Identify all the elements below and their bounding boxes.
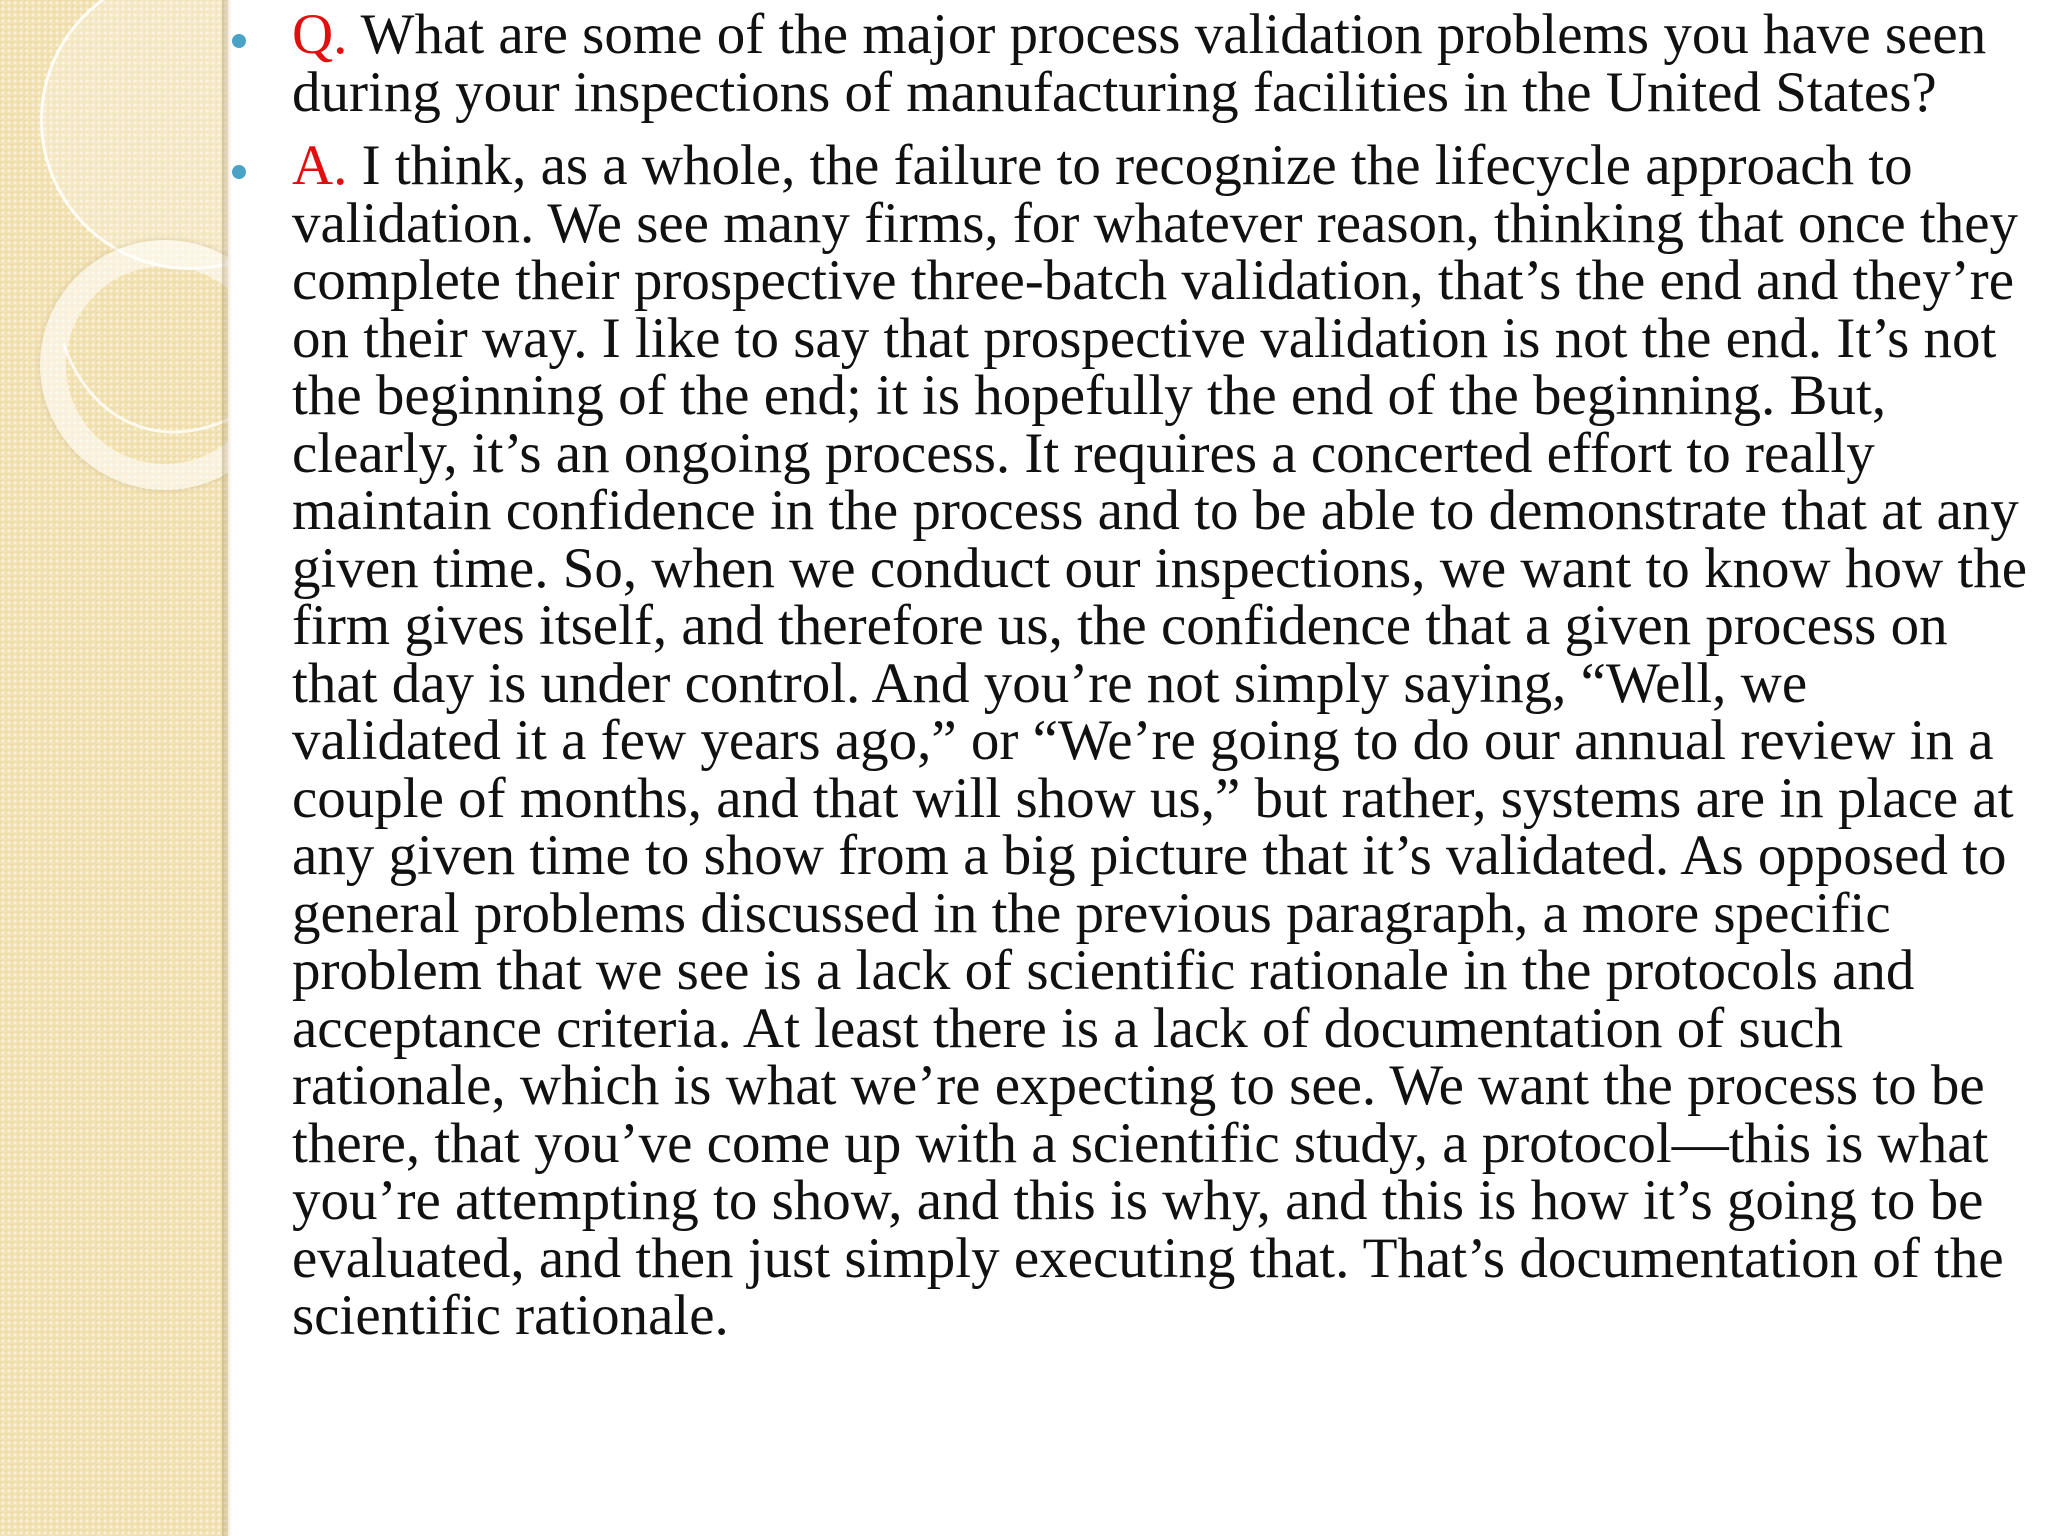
decorative-side-panel [0,0,228,1536]
slide-content [220,3,2030,1361]
bullet-dot-icon [232,165,246,179]
question-marker: Q. [292,3,348,66]
question-text: What are some of the major process validation problems you have seen during your inspections of manufacturing facilities in the United States? [292,3,1987,124]
answer-bullet [220,134,2030,1347]
answer-marker: A. [292,134,348,197]
answer-text: I think, as a whole, the failure to recognize the lifecycle approach to validation. We see many firms, for whatever reason, thinking that once they complete their prospective three-batch validation, that’s the end and they’re on their way. I like to say that prospective validation is not the end. It’s not the beginning of the end; it is hopefully the end of the beginning. But, clearly, it’s an ongoing process. It requires a concerted effort to really maintain confidence in the process and to be able to demonstrate that at any given time. So, when we conduct our inspections, we want to know how the firm gives itself, and therefore us, the confidence that a given process on that day is under control. And you’re not simply saying, “Well, we validated it a few years ago,” or “We’re going to do our annual review in a couple of months, and that will show us,” but rather, systems are in place at any given time to show from a big picture that it’s validated. As opposed to general problems discussed in the previous paragraph, a more specific problem that we see is a lack of scientific rationale in the protocols and acceptance criteria. At least there is a lack of documentation of such rationale, which is what we’re expecting to see. We want the process to be there, that you’ve come up with a scientific study, a protocol—this is what you’re attempting to show, and this is why, and this is how it’s going to be evaluated, and then just simply executing that. That’s documentation of the scientific rationale. [292,134,2028,1347]
bullet-dot-icon [232,34,246,48]
question-bullet [220,3,2030,124]
